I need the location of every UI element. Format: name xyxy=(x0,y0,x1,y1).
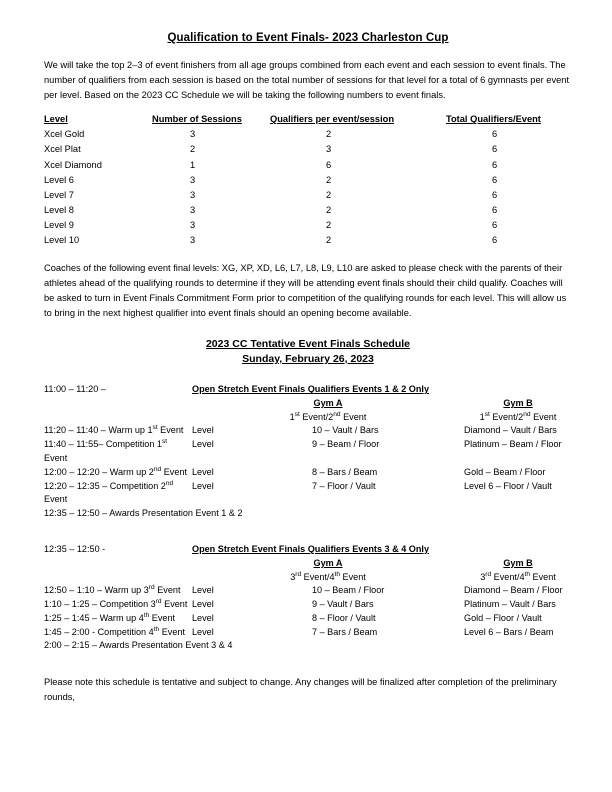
level-word: Level xyxy=(192,585,214,596)
table-row xyxy=(44,218,572,233)
schedule-heading-line1: 2023 CC Tentative Event Finals Schedule xyxy=(205,337,411,350)
gym-b-assignment: Gold – Floor / Vault xyxy=(464,612,542,623)
column-header-level: Level xyxy=(44,114,68,125)
gym-b-assignment: Level 6 – Bars / Beam xyxy=(464,626,554,637)
schedule-time: 1:25 – 1:45 – Warm up 4th Event xyxy=(44,611,176,623)
cell-level: Level 8 xyxy=(44,205,74,216)
open-stretch-time-1: 11:00 – 11:20 – xyxy=(44,384,106,395)
cell-level: Xcel Gold xyxy=(44,129,85,140)
gym-b-assignment: Platinum – Beam / Floor xyxy=(464,439,562,450)
session-2-block xyxy=(44,543,572,653)
cell-qualifiers: 3 xyxy=(326,144,332,155)
gym-a-label-2: Gym A xyxy=(313,557,343,568)
cell-total: 6 xyxy=(492,205,498,216)
schedule-row xyxy=(44,598,572,612)
cell-total: 6 xyxy=(492,159,498,170)
cell-total: 6 xyxy=(492,235,498,246)
cell-qualifiers: 2 xyxy=(326,189,332,200)
cell-sessions: 3 xyxy=(190,220,196,231)
spacer xyxy=(44,557,192,571)
gym-b-assignment: Level 6 – Floor / Vault xyxy=(464,480,552,491)
schedule-row xyxy=(44,438,572,466)
level-word: Level xyxy=(192,439,214,450)
cell-qualifiers: 6 xyxy=(326,159,332,170)
cell-sessions: 1 xyxy=(190,159,196,170)
open-stretch-row-2 xyxy=(44,543,572,557)
cell-sessions: 3 xyxy=(190,189,196,200)
gym-b-events-2: 3rd Event/4th Event xyxy=(480,570,556,582)
schedule-row xyxy=(44,612,572,626)
gym-b-assignment: Gold – Beam / Floor xyxy=(464,466,546,477)
level-word: Level xyxy=(192,425,214,436)
gym-b-events-1: 1st Event/2nd Event xyxy=(479,410,557,422)
schedule-row xyxy=(44,507,572,521)
open-stretch-label-2: Open Stretch Event Finals Qualifiers Events 3 & 4 Only xyxy=(192,544,430,555)
cell-sessions: 2 xyxy=(190,144,196,155)
cell-sessions: 3 xyxy=(190,129,196,140)
level-word: Level xyxy=(192,626,214,637)
schedule-time: 11:40 – 11:55– Competition 1st Event xyxy=(44,438,168,463)
intro-paragraph: We will take the top 2–3 of event finishers from all age groups combined from each event and each session to event finals. The number of qualifiers from each session is based on the total number of sessions for that level for a total of 6 gymnasts per event per level. Based on the 2023 CC Schedule we will be taking the following numbers to event finals. xyxy=(44,60,570,101)
open-stretch-time-2: 12:35 – 12:50 - xyxy=(44,544,106,555)
level-word: Level xyxy=(192,598,214,609)
gym-a-assignment: 9 – Beam / Floor xyxy=(312,439,380,450)
cell-total: 6 xyxy=(492,174,498,185)
section-gap xyxy=(44,525,572,543)
cell-qualifiers: 2 xyxy=(326,220,332,231)
event-header-row-1 xyxy=(44,411,572,425)
schedule-time: 1:10 – 1:25 – Competition 3rd Event xyxy=(44,597,188,609)
gym-header-row-2 xyxy=(44,557,572,571)
cell-level: Level 6 xyxy=(44,174,74,185)
cell-qualifiers: 2 xyxy=(326,174,332,185)
schedule-heading-line2: Sunday, February 26, 2023 xyxy=(242,353,374,366)
cell-level: Xcel Diamond xyxy=(44,159,102,170)
gym-a-assignment: 7 – Floor / Vault xyxy=(312,480,376,491)
cell-total: 6 xyxy=(492,129,498,140)
cell-level: Level 10 xyxy=(44,235,80,246)
cell-total: 6 xyxy=(492,220,498,231)
cell-total: 6 xyxy=(492,189,498,200)
gym-a-events-1: 1st Event/2nd Event xyxy=(289,410,367,422)
cell-level: Level 7 xyxy=(44,189,74,200)
gym-a-assignment: 10 – Beam / Floor xyxy=(312,585,385,596)
gym-header-row-1 xyxy=(44,397,572,411)
cell-qualifiers: 2 xyxy=(326,129,332,140)
column-header-qualifiers: Qualifiers per event/session xyxy=(270,114,395,125)
schedule-time: 11:20 – 11:40 – Warm up 1st Event xyxy=(44,424,184,436)
table-header-row xyxy=(44,114,572,127)
cell-sessions: 3 xyxy=(190,174,196,185)
session-1-block xyxy=(44,383,572,521)
level-word: Level xyxy=(192,612,214,623)
spacer xyxy=(44,397,192,411)
gym-a-assignment: 9 – Vault / Bars xyxy=(312,598,374,609)
schedule-row xyxy=(44,639,572,653)
gym-b-assignment: Diamond – Vault / Bars xyxy=(464,425,557,436)
page-title: Qualification to Event Finals- 2023 Charleston Cup xyxy=(167,32,449,44)
schedule-row xyxy=(44,626,572,640)
column-header-total: Total Qualifiers/Event xyxy=(446,114,541,125)
column-header-sessions: Number of Sessions xyxy=(152,114,242,125)
schedule-time: 12:00 – 12:20 – Warm up 2nd Event xyxy=(44,465,187,477)
awards-row-1: 12:35 – 12:50 – Awards Presentation Event 1 & 2 xyxy=(44,508,243,519)
cell-level: Level 9 xyxy=(44,220,74,231)
gym-b-assignment: Platinum – Vault / Bars xyxy=(464,598,556,609)
table-row xyxy=(44,127,572,142)
spacer xyxy=(44,411,192,425)
level-word: Level xyxy=(192,480,214,491)
gym-b-label-1: Gym B xyxy=(503,398,533,409)
gym-b-label-2: Gym B xyxy=(503,557,533,568)
schedule-row xyxy=(44,584,572,598)
closing-paragraph: Please note this schedule is tentative and subject to change. Any changes will be finalized after completion of the preliminary rounds, xyxy=(44,677,557,703)
open-stretch-label-1: Open Stretch Event Finals Qualifiers Events 1 & 2 Only xyxy=(192,384,430,395)
gym-a-assignment: 7 – Bars / Beam xyxy=(312,626,378,637)
schedule-row xyxy=(44,466,572,480)
schedule-row xyxy=(44,480,572,508)
table-row xyxy=(44,158,572,173)
gym-a-events-2: 3rd Event/4th Event xyxy=(290,570,366,582)
schedule-time: 12:50 – 1:10 – Warm up 3rd Event xyxy=(44,584,181,596)
table-row xyxy=(44,173,572,188)
cell-level: Xcel Plat xyxy=(44,144,81,155)
event-header-row-2 xyxy=(44,571,572,585)
awards-row-2: 2:00 – 2:15 – Awards Presentation Event 3 & 4 xyxy=(44,640,233,651)
schedule-row xyxy=(44,424,572,438)
gym-a-assignment: 8 – Bars / Beam xyxy=(312,466,378,477)
level-word: Level xyxy=(192,466,214,477)
gym-a-label-1: Gym A xyxy=(313,398,343,409)
spacer xyxy=(44,571,192,585)
table-row xyxy=(44,233,572,248)
open-stretch-row-1 xyxy=(44,383,572,397)
schedule-time: 12:20 – 12:35 – Competition 2nd Event xyxy=(44,479,174,505)
gym-a-assignment: 8 – Floor / Vault xyxy=(312,612,376,623)
cell-sessions: 3 xyxy=(190,235,196,246)
cell-qualifiers: 2 xyxy=(326,205,332,216)
qualifiers-table xyxy=(44,114,572,249)
cell-sessions: 3 xyxy=(190,205,196,216)
schedule-time: 1:45 – 2:00 - Competition 4th Event xyxy=(44,625,185,637)
cell-total: 6 xyxy=(492,144,498,155)
cell-qualifiers: 2 xyxy=(326,235,332,246)
gym-a-assignment: 10 – Vault / Bars xyxy=(312,425,379,436)
coaches-paragraph: Coaches of the following event final levels: XG, XP, XD, L6, L7, L8, L9, L10 are asked to please check with the parents of their athletes ahead of the qualifying rounds to determine if they will be attending event finals should their child qualify. Coaches will be asked to turn in Event Finals Commitment Form prior to competition of the qualifying rounds for each level. This will allow us to bring in the next highest qualifier into event finals should an opening become available. xyxy=(44,262,567,318)
table-row xyxy=(44,142,572,157)
gym-b-assignment: Diamond – Beam / Floor xyxy=(464,585,563,596)
table-row xyxy=(44,188,572,203)
table-row xyxy=(44,203,572,218)
